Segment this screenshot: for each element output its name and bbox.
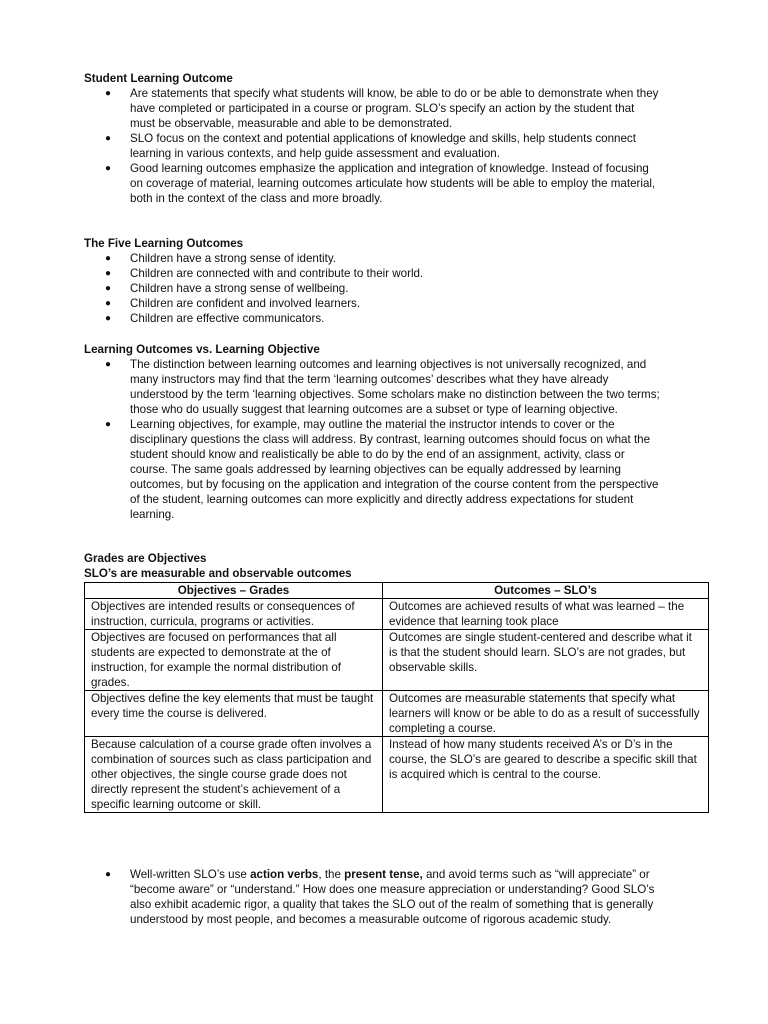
bullet-icon: ● — [104, 163, 112, 174]
list-item: ● SLO focus on the context and potential applications of knowledge and skills, help students connect learning in various contexts, and help guide assessment and evaluation. — [84, 131, 660, 161]
list-item: ● Children are confident and involved learners. — [84, 296, 660, 311]
table-cell: Instead of how many students received A’s or D’s in the course, the SLO’s are geared to describe a specific skill that is acquired which is central to the course. — [383, 737, 709, 813]
bullet-icon: ● — [104, 283, 112, 294]
table-cell: Outcomes are achieved results of what was learned – the evidence that learning took place — [383, 599, 709, 630]
slo-bullet-list — [84, 86, 660, 206]
heading-five-learning-outcomes: The Five Learning Outcomes — [84, 237, 244, 250]
list-item: ● The distinction between learning outcomes and learning objectives is not universally recognized, and many instructors may find that the term ‘learning outcomes’ describes what they have already understood by the term ‘learning objectives. Some scholars make no distinction between the two terms; those who do usually suggest that learning outcomes are a subset or type of learning objective. — [84, 357, 660, 417]
column-header-outcomes: Outcomes – SLO’s — [383, 583, 709, 599]
list-item: ● Learning objectives, for example, may outline the material the instructor intends to cover or the disciplinary questions the class will address. By contrast, learning outcomes should focus on what the student should know and realistically be able to do by the end of an assignment, activity, class or course. The same goals addressed by learning objectives can be equally addressed by learning outcomes, but by focusing on the application and integration of the course content from the perspective of the student, learning outcomes can more explicitly and directly address expectations for student learning. — [84, 417, 660, 522]
objectives-outcomes-table — [84, 582, 709, 813]
table-row — [85, 737, 709, 813]
five-outcomes-list — [84, 251, 660, 326]
table-cell: Because calculation of a course grade often involves a combination of sources such as class participation and other objectives, the single course grade does not directly represent the student’s achievement of a specific learning outcome or skill. — [85, 737, 383, 813]
subheading-slo-measurable: SLO’s are measurable and observable outcomes — [84, 567, 352, 580]
list-item: ● Well-written SLO’s use action verbs, the present tense, and avoid terms such as “will appreciate” or “become aware” or “understand.” How does one measure appreciation or understanding? Good SLO’s also exhibit academic rigor, a quality that takes the SLO out of the realm of something that is generally understood by most people, and becomes a measurable outcome of rigorous academic study. — [84, 867, 660, 927]
bullet-icon: ● — [104, 133, 112, 144]
list-item: ● Children have a strong sense of identity. — [84, 251, 660, 266]
final-bullet-list — [84, 867, 660, 927]
bullet-icon: ● — [104, 313, 112, 324]
list-item: ● Children have a strong sense of wellbeing. — [84, 281, 660, 296]
heading-outcomes-vs-objective: Learning Outcomes vs. Learning Objective — [84, 343, 320, 356]
column-header-objectives: Objectives – Grades — [85, 583, 383, 599]
bullet-icon: ● — [104, 869, 112, 880]
table-row — [85, 630, 709, 691]
bullet-icon: ● — [104, 419, 112, 430]
table-cell: Objectives are focused on performances that all students are expected to demonstrate at the of instruction, for example the normal distribution of grades. — [85, 630, 383, 691]
list-item: ● Children are connected with and contribute to their world. — [84, 266, 660, 281]
table-cell: Objectives define the key elements that must be taught every time the course is delivered. — [85, 691, 383, 737]
bullet-icon: ● — [104, 298, 112, 309]
table-cell: Outcomes are single student-centered and describe what it is that the student should learn. SLO’s are not grades, but observable skills. — [383, 630, 709, 691]
bullet-icon: ● — [104, 268, 112, 279]
bullet-icon: ● — [104, 253, 112, 264]
heading-student-learning-outcome: Student Learning Outcome — [84, 72, 233, 85]
table-row — [85, 599, 709, 630]
bullet-icon: ● — [104, 88, 112, 99]
list-item: ● Children are effective communicators. — [84, 311, 660, 326]
bullet-icon: ● — [104, 359, 112, 370]
heading-grades-are-objectives: Grades are Objectives — [84, 552, 207, 565]
outcomes-vs-objectives-list — [84, 357, 660, 522]
list-item: ● Are statements that specify what students will know, be able to do or be able to demonstrate when they have completed or participated in a course or program. SLO’s specify an action by the student that must be observable, measurable and able to be demonstrated. — [84, 86, 660, 131]
table-cell: Outcomes are measurable statements that specify what learners will know or be able to do as a result of successfully completing a course. — [383, 691, 709, 737]
list-item: ● Good learning outcomes emphasize the application and integration of knowledge. Instead of focusing on coverage of material, learning outcomes articulate how students will be able to employ the material, both in the context of the class and more broadly. — [84, 161, 660, 206]
table-cell: Objectives are intended results or consequences of instruction, curricula, programs or activities. — [85, 599, 383, 630]
table-row — [85, 691, 709, 737]
table-header-row — [85, 583, 709, 599]
